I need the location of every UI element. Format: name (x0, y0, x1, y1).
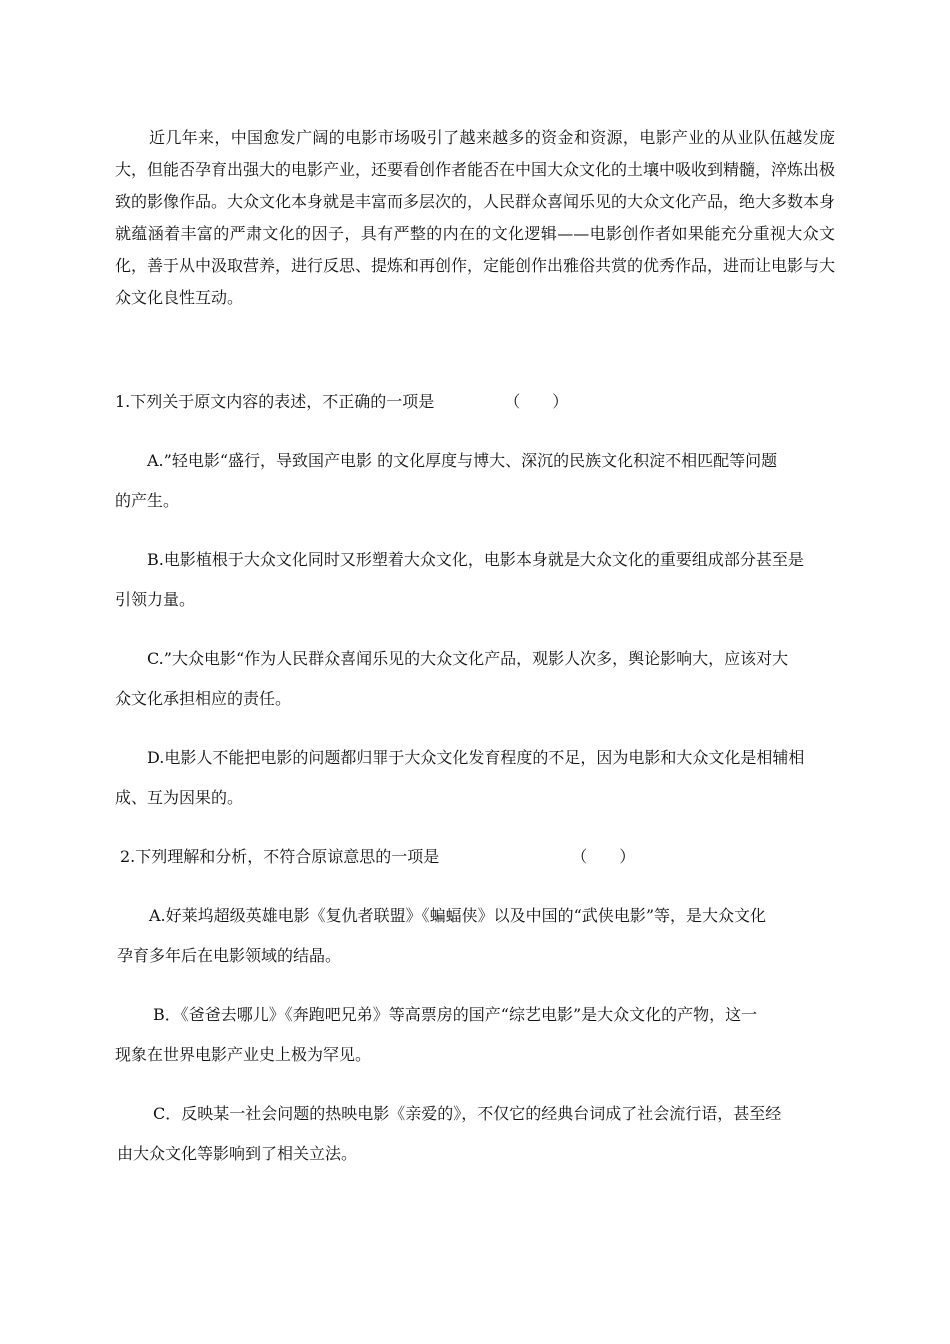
q2-option-b-line1: B．《爸爸去哪儿》《奔跑吧兄弟》等高票房的国产“综艺电影”是大众文化的产物，这一 (153, 1005, 758, 1024)
q1-option-a-line1: A.”轻电影“盛行，导致国产电影 的文化厚度与博大、深沉的民族文化积淀不相匹配等问题 (147, 451, 778, 470)
q2-option-a-line1: A.好莱坞超级英雄电影《复仇者联盟》《蝙蝠侠》以及中国的“武侠电影”等，是大众文化 (149, 906, 767, 925)
q1-option-d-line2: 成、互为因果的。 (115, 788, 244, 807)
passage-paragraph: 近几年来，中国愈发广阔的电影市场吸引了越来越多的资金和资源，电影产业的从业队伍越发庞大，但能否孕育出强大的电影产业，还要看创作者能否在中国大众文化的土壤中吸收到精髓，淬炼出极致的影像作品。大众文化本身就是丰富而多层次的，人民群众喜闻乐见的大众文化产品，绝大多数本身就蕴涵着丰富的严肃文化的因子，具有严整的内在的文化逻辑——电影创作者如果能充分重视大众文化，善于从中汲取营养，进行反思、提炼和再创作，定能创作出雅俗共赏的优秀作品，进而让电影与大众文化良性互动。 (115, 128, 836, 307)
q1-option-b-line1: B.电影植根于大众文化同时又形塑着大众文化，电影本身就是大众文化的重要组成部分甚至是 (147, 550, 804, 569)
question-1-text: 1.下列关于原文内容的表述，不正确的一项是 (115, 392, 435, 411)
question-2-text: 2.下列理解和分析，不符合原谅意思的一项是 (120, 847, 440, 866)
q1-option-c-line2: 众文化承担相应的责任。 (115, 689, 292, 708)
question-1-stem (115, 390, 568, 414)
q1-option-c-line1: C.”大众电影“作为人民群众喜闻乐见的大众文化产品，观影人次多，舆论影响大，应该对大 (147, 649, 789, 668)
q2-option-c-line2: 由大众文化等影响到了相关立法。 (117, 1144, 358, 1163)
question-1-answer-blank: （ ） (504, 392, 569, 411)
question-2-answer-blank: （ ） (571, 847, 636, 866)
q2-option-b-line2: 现象在世界电影产业史上极为罕见。 (115, 1045, 372, 1064)
q1-option-b-line2: 引领力量。 (115, 590, 196, 609)
q2-option-c-line1: C．反映某一社会问题的热映电影《亲爱的》，不仅它的经典台词成了社会流行语，甚至经 (153, 1104, 782, 1123)
q2-option-a-line2: 孕育多年后在电影领域的结晶。 (117, 946, 342, 965)
question-2-stem (120, 845, 635, 869)
q1-option-d-line1: D.电影人不能把电影的问题都归罪于大众文化发育程度的不足，因为电影和大众文化是相辅相 (147, 748, 805, 767)
q1-option-a-line2: 的产生。 (115, 491, 180, 510)
